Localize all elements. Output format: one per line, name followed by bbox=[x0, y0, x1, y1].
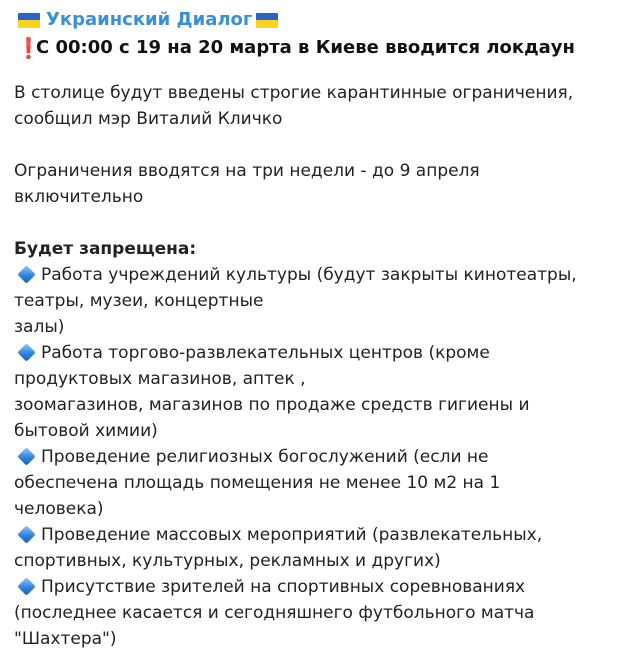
ukraine-flag-icon bbox=[18, 13, 40, 28]
blue-diamond-icon bbox=[17, 577, 35, 595]
text-line: Ограничения вводятся на три недели - до 9 апреля bbox=[14, 161, 480, 181]
headline-text: С 00:00 с 19 на 20 марта в Киеве вводится локдаун bbox=[36, 37, 575, 58]
paragraph-2 bbox=[14, 158, 621, 210]
text-line: включительно bbox=[14, 187, 144, 207]
list-item: Проведение массовых мероприятий (развлекательных, спортивных, культурных, рекламных и других) bbox=[14, 525, 543, 571]
blue-diamond-icon bbox=[17, 265, 35, 283]
ban-list bbox=[14, 262, 621, 652]
list-item: Присутствие зрителей на спортивных соревнованиях (последнее касается и сегодняшнего футбольного матча "Шахтера") bbox=[14, 577, 535, 649]
text-line: В столице будут введены строгие карантинные ограничения, bbox=[14, 83, 574, 103]
headline bbox=[14, 34, 621, 62]
blue-diamond-icon bbox=[17, 447, 35, 465]
red-exclamation-icon: ❗ bbox=[16, 36, 41, 60]
ban-title: Будет запрещена: bbox=[14, 239, 197, 259]
blue-diamond-icon bbox=[17, 343, 35, 361]
list-item: Проведение религиозных богослужений (если не обеспечена площадь помещения не менее 10 м2 на 1 человека) bbox=[14, 447, 501, 519]
blue-diamond-icon bbox=[17, 525, 35, 543]
paragraph-1 bbox=[14, 80, 621, 132]
channel-header[interactable] bbox=[14, 6, 621, 34]
ukraine-flag-icon bbox=[256, 13, 278, 28]
channel-name[interactable]: Украинский Диалог bbox=[46, 9, 253, 30]
list-item: Работа торгово-развлекательных центров (кроме продуктовых магазинов, аптек , зоомагазинов, магазинов по продаже средств гигиены и бытовой химии) bbox=[14, 343, 530, 441]
list-item: Работа учреждений культуры (будут закрыты кинотеатры, театры, музеи, концертные залы) bbox=[14, 265, 577, 337]
text-line: сообщил мэр Виталий Кличко bbox=[14, 109, 283, 129]
